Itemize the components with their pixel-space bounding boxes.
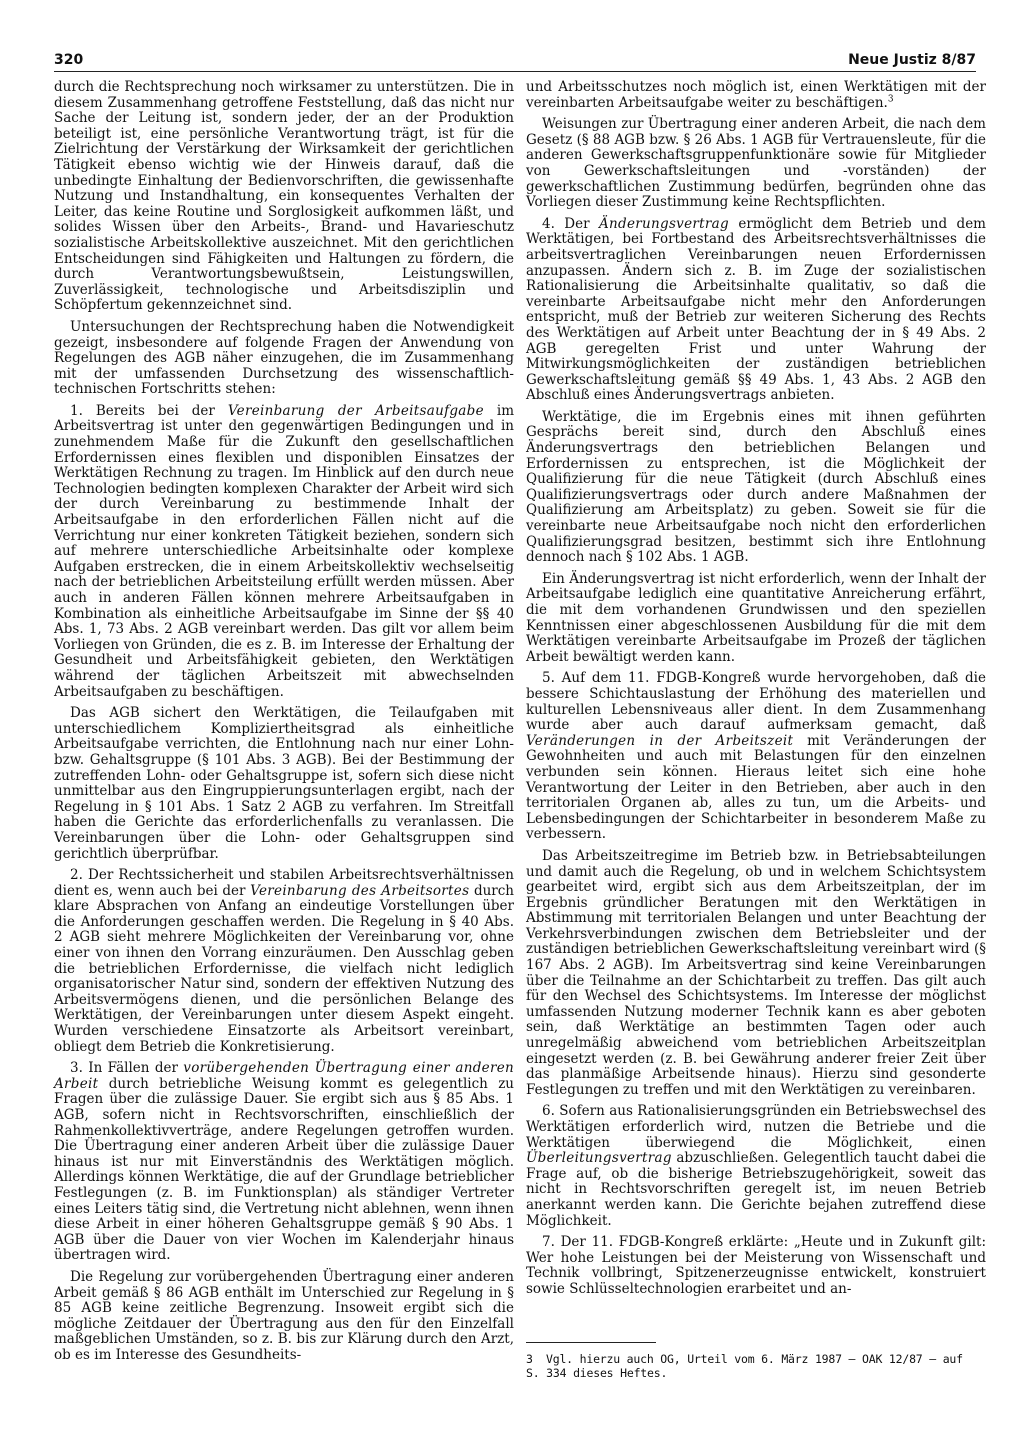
paragraph: 3. In Fällen der vorübergehenden Übertragung einer anderen Arbeit durch betriebliche Weisung kommt es gelegentlich zu Fragen über die zulässige Dauer. Sie ergibt sich aus § 85 Abs. 1 AGB, sofern nicht in Rechtsvorschriften, einschließlich der Rahmenkollektivverträge, andere Regelungen getroffen wurden. Die Übertragung einer anderen Arbeit über die zulässige Dauer hinaus ist nur mit Einverständnis des Werktätigen möglich. Allerdings können Werktätige, die auf der Grundlage betrieblicher Festlegungen (z. B. im Funktionsplan) als ständiger Vertreter eines Leiters tätig sind, die Vertretung nicht ablehnen, wenn ihnen diese Arbeit in einer höheren Gehaltsgruppe gemäß § 90 Abs. 1 AGB über die Dauer von vier Wochen im Kalenderjahr hinaus übertragen wird. (54, 1060, 515, 1264)
footnote-number: 3 (526, 1352, 533, 1366)
journal-issue: Neue Justiz 8/87 (848, 52, 976, 68)
emphasis: Vereinbarung des Arbeitsortes (250, 882, 470, 899)
paragraph: 2. Der Rechtssicherheit und stabilen Arbeitsrechtsverhältnissen dient es, wenn auch bei der Vereinbarung des Arbeitsortes durch klare Absprachen von Anfang an eindeutige Vorstellungen über die Anforderungen geschaffen werden. Die Regelung in § 40 Abs. 2 AGB sieht mehrere Möglichkeiten der Vereinbarung vor, ohne einer von ihnen den Vorrang einzuräumen. Den Ausschlag geben die betrieblichen Erfordernisse, die vielfach nicht lediglich organisatorischer Natur sind, sondern der effektiven Nutzung des Arbeitsvermögens dienen, und die persönlichen Belange des Werktätigen, der Vereinbarungen unter diesem Aspekt eingeht. Wurden verschiedene Einsatzorte als Arbeitsort vereinbart, obliegt dem Betrieb die Konkretisierung. (54, 867, 514, 1055)
emphasis: Veränderungen in der Arbeitszeit (526, 732, 794, 749)
paragraph: 1. Bereits bei der Vereinbarung der Arbeitsaufgabe im Arbeitsvertrag ist unter den gegenwärtigen Bedingungen und in zunehmendem Maße für die Zukunft den gesellschaftlichen Erfordernissen eines flexiblen und disponiblen Einsatzes der Werktätigen Rechnung zu tragen. Im Hinblick auf den durch neue Technologien bedingten komplexen Charakter der Arbeit wird sich der durch Vereinbarung zu bestimmende Inhalt der Arbeitsaufgabe in den erforderlichen Fällen nicht auf die Verrichtung nur einer konkreten Tätigkeit beziehen, sondern sich auf mehrere unterschiedliche Arbeitsinhalte oder komplexe Aufgaben erstrecken, die in einem Arbeitskollektiv wechselseitig nach der betrieblichen Arbeitsteilung erfüllt werden müssen. Aber auch in anderen Fällen können mehrere Arbeitsaufgaben in Kombination als einheitliche Arbeitsaufgabe im Sinne der §§ 40 Abs. 1, 73 Abs. 2 AGB vereinbart werden. Das gilt vor allem beim Vorliegen von Gründen, die es z. B. im Interesse der Erhaltung der Gesundheit und Arbeitsfähigkeit gebieten, den Werktätigen während der täglichen Arbeitszeit mit abwechselnden Arbeitsaufgaben zu beschäftigen. (54, 402, 515, 700)
footnote-divider (526, 1342, 656, 1343)
page-header (54, 46, 976, 72)
paragraph: Untersuchungen der Rechtsprechung haben die Notwendigkeit gezeigt, insbesondere auf folgende Fragen der Anwendung von Regelungen des AGB näher einzugehen, die im Zusammenhang mit der umfassenden Durchsetzung des wissenschaftlich-technischen Fortschritts stehen: (54, 318, 514, 398)
right-column (526, 80, 986, 1304)
paragraph: 5. Auf dem 11. FDGB-Kongreß wurde hervorgehoben, daß die bessere Schichtauslastung der Erhöhung des materiellen und kulturellen Lebensniveaus aller dient. In dem Zusammenhang wurde aber auch darauf aufmerksam gemacht, daß Veränderungen in der Arbeitszeit mit Veränderungen der Gewohnheiten und auch mit Belastungen für den einzelnen verbunden sein können. Hieraus leitet sich eine hohe Verantwortung der Leiter in den Betrieben, aber auch in den territorialen Organen ab, alles zu tun, um die Arbeits- und Lebensbedingungen der Schichtarbeiter in besonderem Maße zu verbessern. (526, 670, 986, 843)
paragraph: Ein Änderungsvertrag ist nicht erforderlich, wenn der Inhalt der Arbeitsaufgabe lediglich eine quantitative Anreicherung erfährt, die mit dem vorhandenen Grundwissen und den speziellen Kenntnissen einer abgeschlossenen Ausbildung für die mit dem Werktätigen vereinbarte Arbeitsaufgabe im Prozeß der täglichen Arbeit bewältigt werden kann. (526, 570, 986, 665)
paragraph: 4. Der Änderungsvertrag ermöglicht dem Betrieb und dem Werktätigen, bei Fortbestand des Arbeitsrechtsverhältnisses die arbeitsvertraglichen Vereinbarungen neuen Erfordernissen anzupassen. Ändern sich z. B. im Zuge der sozialistischen Rationalisierung die Arbeitsinhalte qualitativ, so daß die vereinbarte Arbeitsaufgabe nicht mehr den Anforderungen entspricht, muß der Betrieb zur weiteren Sicherung des Rechts des Werktätigen auf Arbeit unter Beachtung der in § 49 Abs. 2 AGB geregelten Frist und unter Wahrung der Mitwirkungsmöglichkeiten der zuständigen betrieblichen Gewerkschaftsleitung gemäß §§ 49 Abs. 1, 43 Abs. 2 AGB den Abschluß eines Änderungsvertrags anbieten. (526, 215, 986, 404)
footnote (526, 1352, 976, 1380)
left-column (54, 80, 514, 1370)
paragraph: Das AGB sichert den Werktätigen, die Teilaufgaben mit unterschiedlichem Kompliziertheitsgrad als einheitliche Arbeitsaufgabe verrichten, die Entlohnung nach nur einer Lohn- bzw. Gehaltsgruppe (§ 101 Abs. 3 AGB). Bei der Bestimmung der zutreffenden Lohn- oder Gehaltsgruppe ist, sofern sich diese nicht unmittelbar aus den Eingruppierungsunterlagen ergibt, nach der Regelung in § 101 Abs. 1 Satz 2 AGB zu verfahren. Im Streitfall haben die Gerichte das erforderlichenfalls zu veranlassen. Die Vereinbarungen über die Lohn- oder Gehaltsgruppen sind gerichtlich überprüfbar. (54, 705, 514, 862)
paragraph: Weisungen zur Übertragung einer anderen Arbeit, die nach dem Gesetz (§ 88 AGB bzw. § 26 Abs. 1 AGB für Vertrauensleute, für die anderen Gewerkschaftsgruppenfunktionäre sowie für Mitglieder von Gewerkschaftsleitungen und -vorständen) der gewerkschaftlichen Zustimmung bedürfen, begründen ohne das Vorliegen dieser Zustimmung keine Rechtspflichten. (526, 116, 986, 211)
paragraph: und Arbeitsschutzes noch möglich ist, einen Werktätigen mit der vereinbarten Arbeitsaufgabe weiter zu beschäftigen.$^3$ (526, 79, 986, 111)
paragraph: durch die Rechtsprechung noch wirksamer zu unterstützen. Die in diesem Zusammenhang getroffene Feststellung, daß das nicht nur Sache der Leitung ist, sondern jeder, der an der Produktion beteiligt ist, eine persönliche Verantwortung trägt, ist für die Zielrichtung der Verstärkung der Wirksamkeit der gerichtlichen Tätigkeit ebenso wichtig wie der Hinweis darauf, daß die unbedingte Einhaltung der Bedienvorschriften, die gewissenhafte Nutzung und Instandhaltung, ein konsequentes Verhalten der Leiter, das keine Routine und Sorglosigkeit aufkommen läßt, und solides Wissen über den Arbeits-, Brand- und Havarieschutz sozialistische Arbeitskollektive auszeichnet. Mit den gerichtlichen Entscheidungen sind Fähigkeiten und Haltungen zu fördern, die durch Verantwortungsbewußtsein, Leistungswillen, Zuverlässigkeit, technologische und Arbeitsdisziplin und Schöpfertum gekennzeichnet sind. (54, 79, 514, 314)
paragraph: Das Arbeitszeitregime im Betrieb bzw. in Betriebsabteilungen und damit auch die Regelung, ob und in welchem Schichtsystem gearbeitet wird, ergibt sich aus dem Arbeitszeitplan, der im Ergebnis gründlicher Beratungen mit den Werktätigen in Abstimmung mit territorialen Belangen und unter Beachtung der Verkehrsverbindungen zwischen dem Betriebsleiter und der zuständigen betrieblichen Gewerkschaftsleitung vereinbart wird (§ 167 Abs. 2 AGB). Im Arbeitsvertrag sind keine Vereinbarungen über die Teilnahme an der Schichtarbeit zu treffen. Das gilt auch für den Wechsel des Schichtsystems. Im Interesse der möglichst umfassenden Nutzung moderner Technik kann es aber geboten sein, daß Werktätige an bestimmten Tagen oder auch unregelmäßig abweichend vom betrieblichen Arbeitszeitplan eingesetzt werden (z. B. bei Gewährung anderer freier Zeit über das planmäßige Arbeitsende hinaus). Hierzu sind gesonderte Festlegungen zu treffen und mit den Werktätigen zu vereinbaren. (526, 847, 986, 1098)
paragraph: Werktätige, die im Ergebnis eines mit ihnen geführten Gesprächs bereit sind, durch den Abschluß eines Änderungsvertrags den betrieblichen Belangen und Erfordernissen zu entsprechen, ist die Möglichkeit der Qualifizierung für die neue Tätigkeit (durch Abschluß eines Qualifizierungsvertrags oder durch andere Maßnahmen der Qualifizierung am Arbeitsplatz) zu geben. Soweit sie für die vereinbarte neue Arbeitsaufgabe noch nicht den erforderlichen Qualifizierungsgrad besitzen, bestimmt sich ihre Entlohnung dennoch nach § 102 Abs. 1 AGB. (526, 408, 986, 566)
emphasis: Änderungsvertrag (599, 215, 729, 232)
page-number: 320 (54, 52, 84, 68)
emphasis: Vereinbarung der Arbeitsaufgabe (227, 402, 484, 419)
emphasis: Überleitungsvertrag (526, 1150, 672, 1167)
footnote-ref: 3 (887, 94, 894, 105)
paragraph: 6. Sofern aus Rationalisierungsgründen ein Betriebswechsel des Werktätigen erforderlich wird, nutzen die Betriebe und die Werktätigen überwiegend die Möglichkeit, einen Überleitungsvertrag abzuschließen. Gelegentlich taucht dabei die Frage auf, ob die bisherige Betriebszugehörigkeit, soweit das nicht in Rechtsvorschriften geregelt ist, im neuen Betrieb anerkannt werden kann. Die Gerichte bejahen zutreffend diese Möglichkeit. (526, 1103, 986, 1229)
paragraph: 7. Der 11. FDGB-Kongreß erklärte: „Heute und in Zukunft gilt: Wer hohe Leistungen bei der Meisterung von Wissenschaft und Technik vollbringt, Spitzenerzeugnisse entwickelt, konstruiert sowie Schlüsseltechnologien erarbeitet und an- (526, 1234, 986, 1297)
emphasis: vorübergehenden Übertragung einer anderen Arbeit (54, 1060, 515, 1092)
paragraph: Die Regelung zur vorübergehenden Übertragung einer anderen Arbeit gemäß § 86 AGB enthält im Unterschied zur Regelung in § 85 AGB keine zeitliche Begrenzung. Insoweit ergibt sich die mögliche Zeitdauer der Übertragung aus den für den Einzelfall maßgeblichen Umständen, so z. B. bis zur Klärung durch den Arzt, ob es im Interesse des Gesundheits- (54, 1268, 514, 1363)
footnote-text: Vgl. hierzu auch OG, Urteil vom 6. März 1987 – OAK 12/87 – auf S. 334 dieses Heftes. (526, 1352, 963, 1380)
